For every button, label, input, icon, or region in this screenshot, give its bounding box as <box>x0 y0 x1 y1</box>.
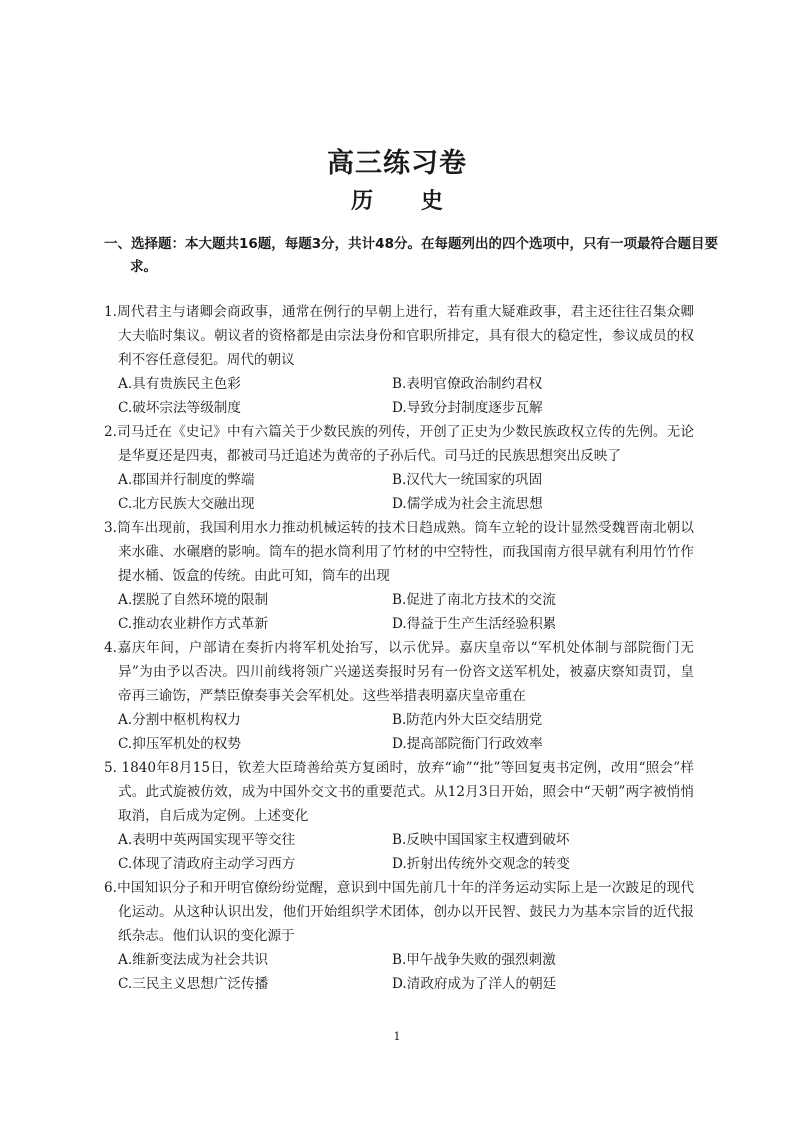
option-group <box>104 828 694 876</box>
option-a: A.摆脱了自然环境的限制 <box>118 592 269 608</box>
option-c: C.北方民族大交融出现 <box>118 496 255 512</box>
option-b: B.表明官僚政治制约君权 <box>392 376 543 392</box>
exam-title: 高三练习卷 <box>327 148 467 179</box>
option-c: C.三民主义思想广泛传播 <box>118 976 269 992</box>
question-2 <box>104 420 694 516</box>
question-3 <box>104 516 694 636</box>
question-stem: 5. 1840年8月15日，钦差大臣琦善给英方复函时，放弃“谕”“批”等回复夷书定例，改用“照会”样式。此式旋被仿效，成为中国外交文书的重要范式。从12月3日开始，照会中“天朝”两字被悄悄取消，自后成为定例。上述变化 <box>104 760 694 824</box>
question-5 <box>104 756 694 876</box>
question-1 <box>104 300 694 420</box>
option-group <box>104 588 694 636</box>
question-stem: 1.周代君主与诸卿会商政事，通常在例行的早朝上进行，若有重大疑难政事，君主还往往召集众卿大夫临时集议。朝议者的资格都是由宗法身份和官职所排定，具有很大的稳定性，参议成员的权利不容任意侵犯。周代的朝议 <box>104 304 694 368</box>
option-c: C.体现了清政府主动学习西方 <box>118 856 296 872</box>
option-group <box>104 948 694 996</box>
page-number: 1 <box>393 1030 401 1043</box>
option-b: B.防范内外大臣交结朋党 <box>392 712 543 728</box>
option-d: D.儒学成为社会主流思想 <box>392 496 543 512</box>
option-c: C.推动农业耕作方式革新 <box>118 616 269 632</box>
question-stem: 4.嘉庆年间，户部请在奏折内将军机处抬写，以示优异。嘉庆皇帝以“军机处体制与部院衙门无异”为由予以否决。四川前线将领广兴递送奏报时另有一份咨文送军机处，被嘉庆察知责罚，皇帝再三谕饬，严禁臣僚奏事关会军机处。这些举措表明嘉庆皇帝重在 <box>104 640 694 704</box>
option-b: B.促进了南北方技术的交流 <box>392 592 556 608</box>
question-stem: 3.筒车出现前，我国利用水力推动机械运转的技术日趋成熟。筒车立轮的设计显然受魏晋南北朝以来水碓、水碾磨的影响。筒车的挹水筒利用了竹材的中空特性，而我国南方很早就有利用竹竹作提水桶、饭盒的传统。由此可知，筒车的出现 <box>104 520 694 584</box>
option-b: B.反映中国国家主权遭到破坏 <box>392 832 570 848</box>
option-a: A.分割中枢机构权力 <box>118 712 241 728</box>
option-a: A.郡国并行制度的弊端 <box>118 472 255 488</box>
option-d: D.折射出传统外交观念的转变 <box>392 856 570 872</box>
option-group <box>104 708 694 756</box>
option-group <box>104 468 694 516</box>
option-d: D.提高部院衙门行政效率 <box>392 736 543 752</box>
option-a: A.表明中英两国实现平等交往 <box>118 832 296 848</box>
option-d: D.导致分封制度逐步瓦解 <box>392 400 543 416</box>
option-b: B.汉代大一统国家的巩固 <box>392 472 543 488</box>
option-a: A.维新变法成为社会共识 <box>118 952 269 968</box>
option-c: C.抑压军机处的权势 <box>118 736 241 752</box>
option-d: D.得益于生产生活经验积累 <box>392 616 557 632</box>
option-d: D.清政府成为了洋人的朝廷 <box>392 976 557 992</box>
question-stem: 2.司马迁在《史记》中有六篇关于少数民族的列传，开创了正史为少数民族政权立传的先例。无论是华夏还是四夷，都被司马迁追述为黄帝的子孙后代。司马迁的民族思想突出反映了 <box>104 424 694 464</box>
question-list <box>104 300 694 996</box>
option-group <box>104 372 694 420</box>
section-heading: 一、选择题：本大题共16题，每题3分，共计48分。在每题列出的四个选项中，只有一项最符合题目要求。 <box>104 236 718 275</box>
subject-title: 历 史 <box>351 188 463 214</box>
option-c: C.破坏宗法等级制度 <box>118 400 241 416</box>
option-a: A.具有贵族民主色彩 <box>118 376 241 392</box>
question-stem: 6.中国知识分子和开明官僚纷纷觉醒，意识到中国先前几十年的洋务运动实际上是一次跛足的现代化运动。从这种认识出发，他们开始组织学术团体，创办以开民智、鼓民力为基本宗旨的近代报纸杂志。他们认识的变化源于 <box>104 880 694 944</box>
option-b: B.甲午战争失败的强烈刺激 <box>392 952 556 968</box>
question-6 <box>104 876 694 996</box>
question-4 <box>104 636 694 756</box>
